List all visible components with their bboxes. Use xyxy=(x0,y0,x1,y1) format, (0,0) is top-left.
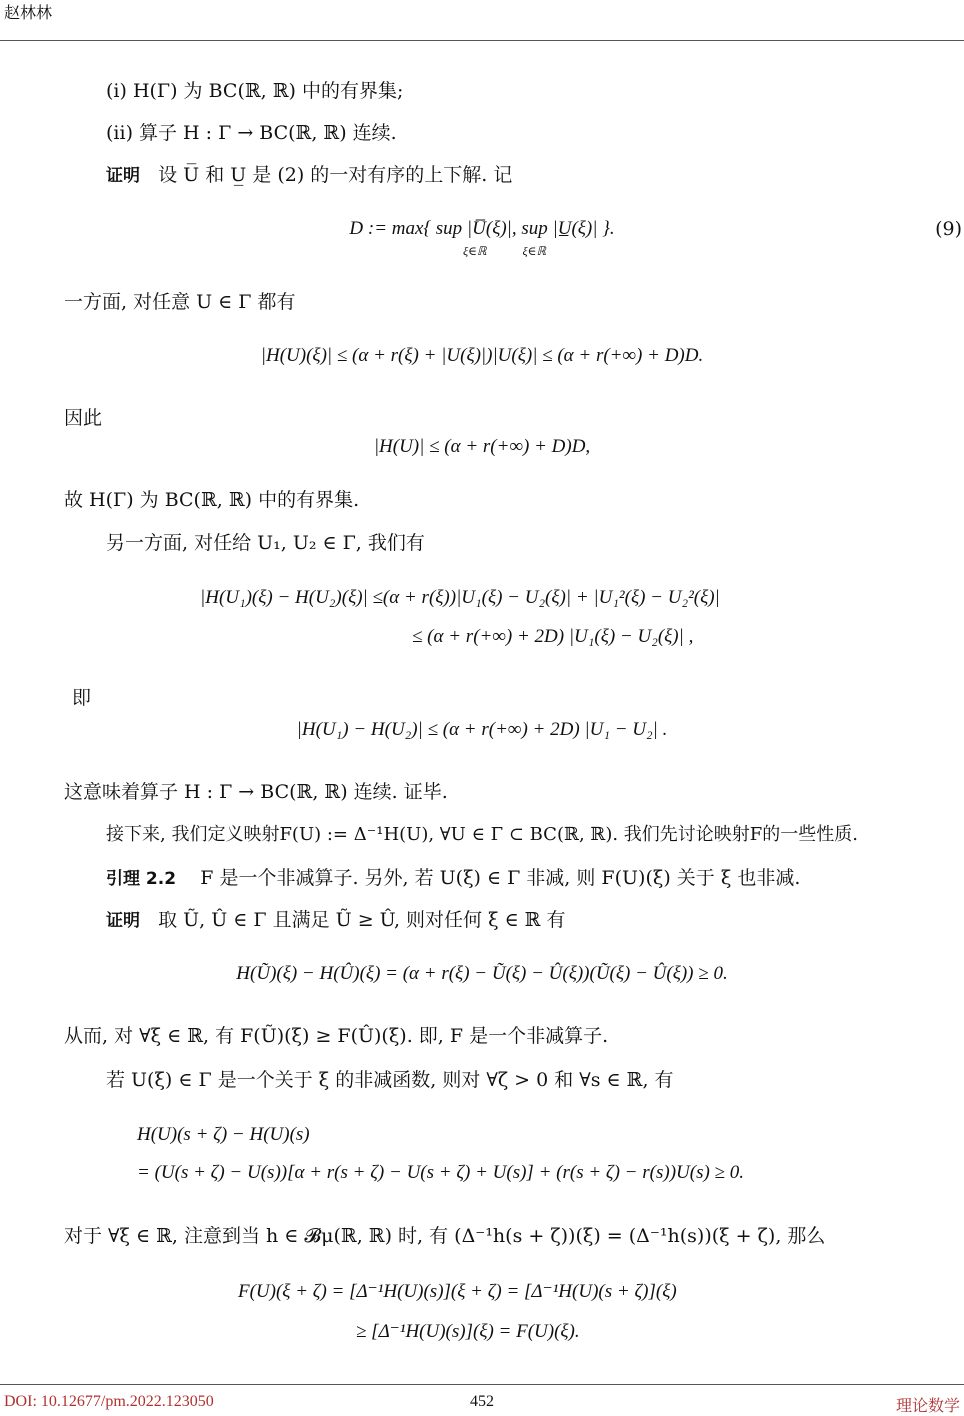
equation-lipschitz-norm: |H(U₁) − H(U₂)| ≤ (α + r(+∞) + 2D) |U₁ − U₂| . xyxy=(296,719,668,740)
item-ii: (ii) 算子 H : Γ → BC(ℝ, ℝ) 连续. xyxy=(106,122,397,144)
proof-intro-text: 设 U̅ 和 U̲ 是 (2) 的一对有序的上下解. 记 xyxy=(158,164,513,186)
equation-lipschitz-2: ≤ (α + r(+∞) + 2D) |U₁(ξ) − U₂(ξ)| , xyxy=(412,626,694,647)
para-other-side: 另一方面, 对任给 U₁, U₂ ∈ Γ, 我们有 xyxy=(106,532,425,554)
equation-9-number: (9) xyxy=(935,218,962,240)
para-nondecreasing-operator: 从而, 对 ∀ξ ∈ ℝ, 有 F(Ũ)(ξ) ≥ F(Û)(ξ). 即, F 是一个非减算子. xyxy=(64,1025,609,1047)
para-nondecreasing-function: 若 U(ξ) ∈ Γ 是一个关于 ξ 的非减函数, 则对 ∀ζ > 0 和 ∀s ∈ ℝ, 有 xyxy=(106,1069,674,1091)
proof-label: 证明 xyxy=(106,166,140,186)
item-i: (i) H(Γ) 为 BC(ℝ, ℝ) 中的有界集; xyxy=(106,80,404,102)
equation-F-shift-1: F(U)(ξ + ζ) = [Δ⁻¹H(U)(s)](ξ + ζ) = [Δ⁻¹H(U)(s + ζ)](ξ) xyxy=(238,1281,677,1302)
equation-monotone: H(Ũ)(ξ) − H(Û)(ξ) = (α + r(ξ) − Ũ(ξ) − Û(ξ))(Ũ(ξ) − Û(ξ)) ≥ 0. xyxy=(236,963,728,984)
proof-lemma-text: 取 Ũ, Û ∈ Γ 且满足 Ũ ≥ Û, 则对任何 ξ ∈ ℝ 有 xyxy=(158,909,566,931)
header-author: 赵林林 xyxy=(4,3,53,22)
para-define-F: 接下来, 我们定义映射F(U) := Δ⁻¹H(U), ∀U ∈ Γ ⊂ BC(ℝ, ℝ). 我们先讨论映射F的一些性质. xyxy=(106,824,859,845)
lemma-text: F 是一个非减算子. 另外, 若 U(ξ) ∈ Γ 非减, 则 F(U)(ξ) 关于 ξ 也非减. xyxy=(200,867,801,889)
footer-doi[interactable]: DOI: 10.12677/pm.2022.123050 xyxy=(4,1393,214,1410)
para-bounded-set: 故 H(Γ) 为 BC(ℝ, ℝ) 中的有界集. xyxy=(64,489,360,511)
para-one-side: 一方面, 对任意 U ∈ Γ 都有 xyxy=(64,291,296,313)
page-footer xyxy=(0,1384,964,1415)
equation-shift-1: H(U)(s + ζ) − H(U)(s) xyxy=(137,1124,310,1145)
equation-bound-norm: |H(U)| ≤ (α + r(+∞) + D)D, xyxy=(373,436,591,457)
equation-9-subscripts: ξ∈ℝ ξ∈ℝ xyxy=(463,244,547,258)
proof-intro xyxy=(106,160,512,187)
equation-bound-pointwise: |H(U)(ξ)| ≤ (α + r(ξ) + |U(ξ)|)|U(ξ)| ≤ (α + r(+∞) + D)D. xyxy=(260,345,704,366)
footer-journal[interactable]: 理论数学 xyxy=(895,1398,960,1415)
equation-shift-2: = (U(s + ζ) − U(s))[α + r(s + ζ) − U(s + ζ) + U(s)] + (r(s + ζ) − r(s))U(s) ≥ 0. xyxy=(137,1162,744,1183)
page-header xyxy=(0,0,964,41)
proof-lemma xyxy=(106,905,566,932)
lemma-2-2 xyxy=(106,863,800,890)
footer-page-number: 452 xyxy=(470,1393,494,1410)
para-translation: 对于 ∀ξ ∈ ℝ, 注意到当 h ∈ 𝓑μ(ℝ, ℝ) 时, 有 (Δ⁻¹h(s + ζ))(ξ) = (Δ⁻¹h(s))(ξ + ζ), 那么 xyxy=(64,1225,826,1247)
para-continuous: 这意味着算子 H : Γ → BC(ℝ, ℝ) 连续. 证毕. xyxy=(64,781,448,803)
equation-lipschitz-1: |H(U₁)(ξ) − H(U₂)(ξ)| ≤(α + r(ξ))|U₁(ξ) − U₂(ξ)| + |U₁²(ξ) − U₂²(ξ)| xyxy=(200,587,720,608)
para-ie: 即 xyxy=(72,687,92,709)
para-therefore: 因此 xyxy=(64,407,103,429)
equation-F-shift-2: ≥ [Δ⁻¹H(U)(s)](ξ) = F(U)(ξ). xyxy=(356,1321,580,1342)
equation-9: D := max{ sup |U̅(ξ)|, sup |U̲(ξ)| }. xyxy=(349,218,615,239)
lemma-label: 引理 2.2 xyxy=(106,869,177,889)
proof-label-2: 证明 xyxy=(106,911,140,931)
